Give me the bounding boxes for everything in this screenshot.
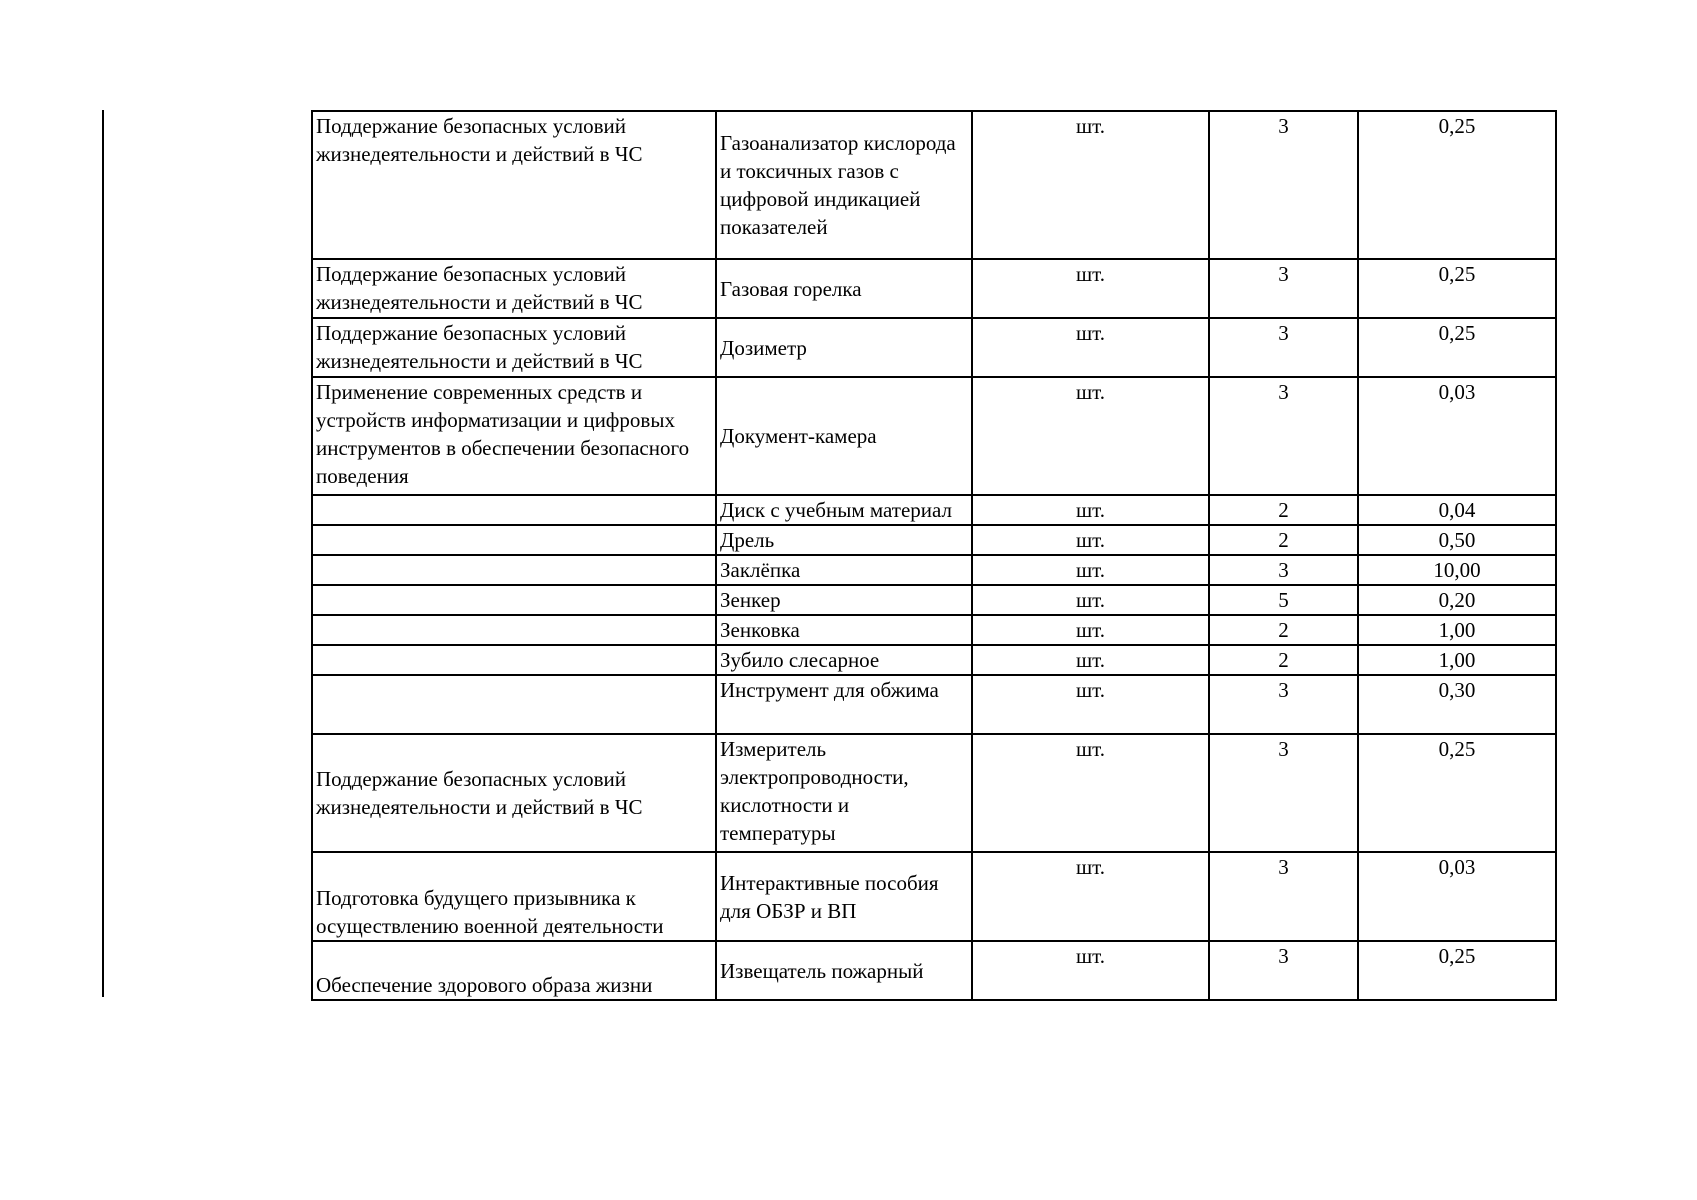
unit-cell: шт. — [972, 941, 1209, 1000]
unit-cell: шт. — [972, 734, 1209, 852]
value-cell: 1,00 — [1358, 645, 1556, 675]
equipment-table — [311, 110, 1557, 1001]
unit-cell: шт. — [972, 615, 1209, 645]
section-cell — [312, 585, 716, 615]
value-cell: 10,00 — [1358, 555, 1556, 585]
item-name-cell: Газовая горелка — [716, 259, 972, 318]
value-cell: 0,25 — [1358, 941, 1556, 1000]
unit-cell: шт. — [972, 555, 1209, 585]
value-cell: 0,03 — [1358, 377, 1556, 495]
section-cell — [312, 615, 716, 645]
table-row — [312, 495, 1556, 525]
value-cell: 0,25 — [1358, 318, 1556, 377]
section-cell: Поддержание безопасных условий жизнедеятельности и действий в ЧС — [312, 259, 716, 318]
quantity-cell: 2 — [1209, 495, 1358, 525]
value-cell: 0,25 — [1358, 259, 1556, 318]
quantity-cell: 3 — [1209, 111, 1358, 259]
value-cell: 0,30 — [1358, 675, 1556, 734]
quantity-cell: 3 — [1209, 259, 1358, 318]
table-row — [312, 555, 1556, 585]
value-cell: 1,00 — [1358, 615, 1556, 645]
section-cell: Обеспечение здорового образа жизни — [312, 941, 716, 1000]
item-name-cell: Зубило слесарное — [716, 645, 972, 675]
section-cell: Поддержание безопасных условий жизнедеятельности и действий в ЧС — [312, 734, 716, 852]
item-name-cell: Зенкер — [716, 585, 972, 615]
table-row — [312, 734, 1556, 852]
quantity-cell: 3 — [1209, 734, 1358, 852]
section-cell — [312, 645, 716, 675]
section-cell — [312, 495, 716, 525]
unit-cell: шт. — [972, 852, 1209, 941]
value-cell: 0,04 — [1358, 495, 1556, 525]
table-row — [312, 585, 1556, 615]
table-row — [312, 259, 1556, 318]
quantity-cell: 2 — [1209, 645, 1358, 675]
item-name-cell: Дрель — [716, 525, 972, 555]
quantity-cell: 3 — [1209, 555, 1358, 585]
unit-cell: шт. — [972, 675, 1209, 734]
table-row — [312, 377, 1556, 495]
section-cell: Применение современных средств и устройств информатизации и цифровых инструментов в обеспечении безопасного поведения — [312, 377, 716, 495]
item-name-cell: Диск с учебным материал — [716, 495, 972, 525]
value-cell: 0,03 — [1358, 852, 1556, 941]
item-name-cell: Извещатель пожарный — [716, 941, 972, 1000]
item-name-cell: Дозиметр — [716, 318, 972, 377]
quantity-cell: 2 — [1209, 615, 1358, 645]
item-name-cell: Газоанализатор кислорода и токсичных газов с цифровой индикацией показателей — [716, 111, 972, 259]
value-cell: 0,50 — [1358, 525, 1556, 555]
item-name-cell: Зенковка — [716, 615, 972, 645]
value-cell: 0,20 — [1358, 585, 1556, 615]
section-cell: Подготовка будущего призывника к осуществлению военной деятельности — [312, 852, 716, 941]
quantity-cell: 5 — [1209, 585, 1358, 615]
value-cell: 0,25 — [1358, 111, 1556, 259]
section-cell: Поддержание безопасных условий жизнедеятельности и действий в ЧС — [312, 318, 716, 377]
unit-cell: шт. — [972, 585, 1209, 615]
table-row — [312, 525, 1556, 555]
page-margin-line — [102, 110, 104, 997]
table-row — [312, 318, 1556, 377]
quantity-cell: 3 — [1209, 852, 1358, 941]
quantity-cell: 3 — [1209, 675, 1358, 734]
item-name-cell: Интерактивные пособия для ОБЗР и ВП — [716, 852, 972, 941]
item-name-cell: Документ-камера — [716, 377, 972, 495]
unit-cell: шт. — [972, 525, 1209, 555]
quantity-cell: 3 — [1209, 377, 1358, 495]
table-row — [312, 852, 1556, 941]
unit-cell: шт. — [972, 645, 1209, 675]
section-cell — [312, 555, 716, 585]
item-name-cell: Измеритель электропроводности, кислотности и температуры — [716, 734, 972, 852]
table-row — [312, 941, 1556, 1000]
table-row — [312, 111, 1556, 259]
table-row — [312, 675, 1556, 734]
table-row — [312, 645, 1556, 675]
quantity-cell: 3 — [1209, 318, 1358, 377]
quantity-cell: 2 — [1209, 525, 1358, 555]
unit-cell: шт. — [972, 377, 1209, 495]
quantity-cell: 3 — [1209, 941, 1358, 1000]
unit-cell: шт. — [972, 318, 1209, 377]
table-row — [312, 615, 1556, 645]
section-cell: Поддержание безопасных условий жизнедеятельности и действий в ЧС — [312, 111, 716, 259]
value-cell: 0,25 — [1358, 734, 1556, 852]
unit-cell: шт. — [972, 259, 1209, 318]
unit-cell: шт. — [972, 111, 1209, 259]
section-cell — [312, 675, 716, 734]
section-cell — [312, 525, 716, 555]
item-name-cell: Заклёпка — [716, 555, 972, 585]
item-name-cell: Инструмент для обжима — [716, 675, 972, 734]
unit-cell: шт. — [972, 495, 1209, 525]
